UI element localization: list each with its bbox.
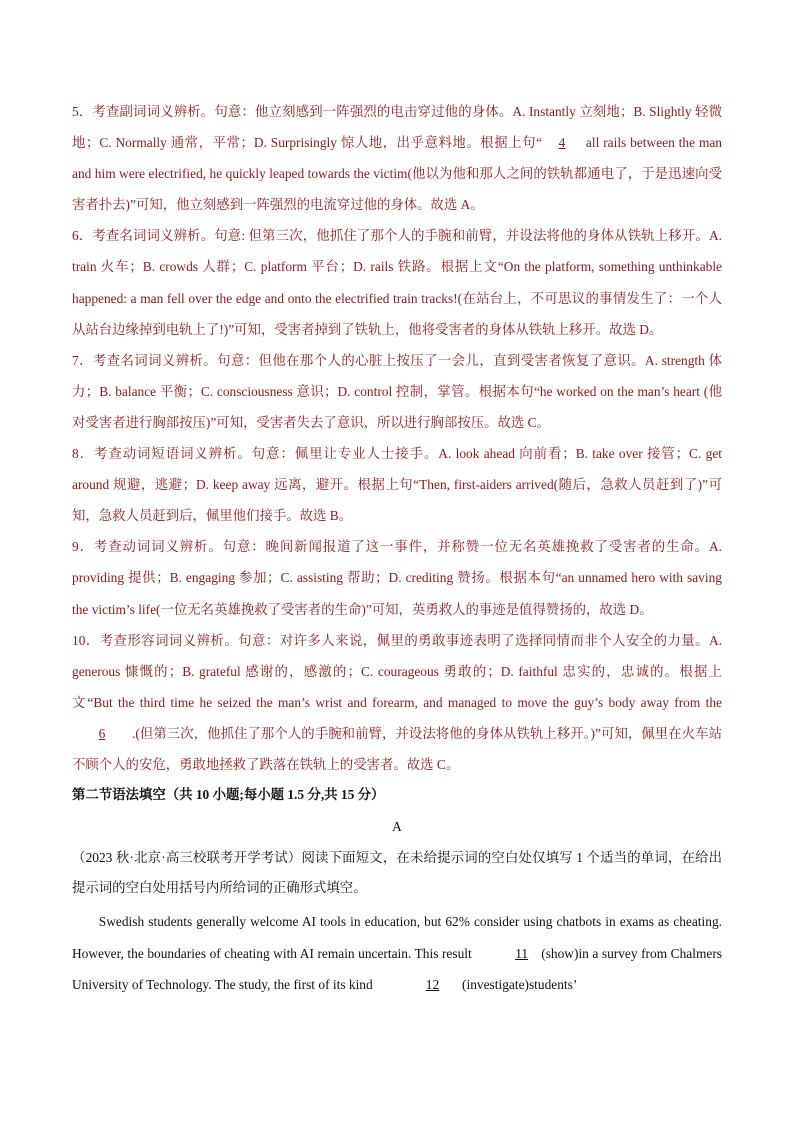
blank-6: 6 bbox=[98, 725, 106, 741]
section-title: 第二节语法填空（共 10 小题;每小题 1.5 分,共 15 分） bbox=[72, 787, 385, 803]
answer-explanations bbox=[72, 96, 722, 780]
task-instructions: （2023 秋·北京·高三校联考开学考试）阅读下面短文，在未给提示词的空白处仅填写 1 个适当的单词，在给出提示词的空白处用括号内所给词的正确形式填空。 bbox=[72, 850, 722, 895]
passage-text: Swedish students generally welcome AI tools in education, but 62% consider using chatbots in exams as cheating. However, the boundaries of cheating with AI remain uncertain. This result 11 (show)in a survey from Chalmers University of Technology. The study, the first of its kind 12 (investigate)students’ bbox=[72, 906, 722, 1001]
blank-12: 12 bbox=[425, 977, 440, 993]
explanation-q5: 5．考查副词词义辨析。句意：他立刻感到一阵强烈的电击穿过他的身体。A. Instantly 立刻地；B. Slightly 轻微地；C. Normally 通常，平常；D. Surprisingly 惊人地，出乎意料地。根据上句“ 4 all rails between the man and him were electrified, he quickly leaped towards the victim(他以为他和那人之间的铁轨都通电了，于是迅速向受害者扑去)”可知，他立刻感到一阵强烈的电流穿过他的身体。故选 A。 bbox=[72, 104, 722, 213]
explanation-q9: 9．考查动词词义辨析。句意：晚间新闻报道了这一事件，并称赞一位无名英雄挽救了受害者的生命。A. providing 提供；B. engaging 参加；C. assisting 帮助；D. crediting 赞扬。根据本句“an unnamed hero with saving the victim’s life(一位无名英雄挽救了受害者的生命)”可知，英勇救人的事迹是值得赞扬的，故选 D。 bbox=[72, 539, 722, 617]
blank-11: 11 bbox=[515, 945, 529, 961]
explanation-q10: 10．考查形容词词义辨析。句意：对许多人来说，佩里的勇敢事迹表明了选择同情而非个人安全的力量。A. generous 慷慨的；B. grateful 感谢的，感激的；C. courageous 勇敢的；D. faithful 忠实的，忠诚的。根据上文“But the third time he seized the man’s wrist and forearm, and managed to move the guy’s body away from the 6 .(但第三次，他抓住了那个人的手腕和前臂，并设法将他的身体从铁轨上移开。)”可知，佩里在火车站不顾个人的安危，勇敢地拯救了跌落在铁轨上的受害者。故选 C。 bbox=[72, 632, 722, 772]
explanation-q6: 6．考查名词词义辨析。句意: 但第三次，他抓住了那个人的手腕和前臂，并设法将他的身体从铁轨上移开。A. train 火车；B. crowds 人群；C. platform 平台；D. rails 铁路。根据上文“On the platform, something unthinkable happened: a man fell over the edge and onto the electrified train tracks!(在站台上，不可思议的事情发生了：一个人从站台边缘掉到电轨上了!)”可知，受害者掉到了铁轨上，他将受害者的身体从铁轨上移开。故选 D。 bbox=[72, 228, 722, 337]
document-page bbox=[72, 96, 722, 1001]
explanation-q8: 8．考查动词短语词义辨析。句意：佩里让专业人士接手。A. look ahead 向前看；B. take over 接管；C. get around 规避，逃避；D. keep away 远离，避开。根据上句“Then, first-aiders arrived(随后，急救人员赶到了)”可知，急救人员赶到后，佩里他们接手。故选 B。 bbox=[72, 446, 722, 524]
blank-4: 4 bbox=[558, 135, 566, 151]
explanation-q7: 7．考查名词词义辨析。句意：但他在那个人的心脏上按压了一会儿，直到受害者恢复了意识。A. strength 体力；B. balance 平衡；C. consciousness 意识；D. control 控制，掌管。根据本句“he worked on the man’s heart (他对受害者进行胸部按压)”可知，受害者失去了意识，所以进行胸部按压。故选 C。 bbox=[72, 352, 722, 430]
part-label: A bbox=[392, 819, 402, 835]
